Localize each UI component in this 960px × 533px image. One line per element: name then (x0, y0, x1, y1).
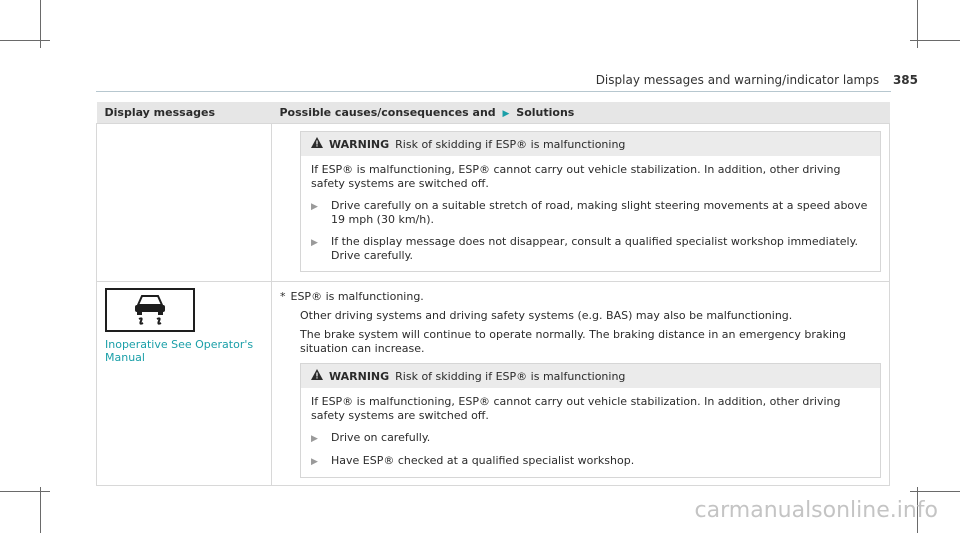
warning-body (301, 156, 880, 271)
warning-label: WARNING (329, 369, 390, 383)
list-item (311, 431, 870, 446)
warning-label: WARNING (329, 137, 390, 151)
footnote-star: * (280, 290, 286, 303)
warning-header (301, 364, 880, 388)
display-message-text[interactable]: Inoperative See Operator's Manual (105, 338, 254, 364)
list-item (311, 199, 870, 227)
table-row (97, 124, 890, 282)
step-text: Drive carefully on a suitable stretch of road, making slight steering movements at a speed above 19 mph (30 km/h). (331, 199, 868, 226)
warning-body (301, 388, 880, 477)
solutions-arrow-icon: ▶ (502, 109, 510, 119)
warning-triangle-icon (311, 369, 323, 383)
col-header-display-messages: Display messages (97, 102, 272, 124)
warning-box (300, 363, 881, 478)
consequence-2: The brake system will continue to operate normally. The braking distance in an emergency braking situation can increase. (300, 328, 846, 355)
crop-mark (910, 40, 960, 41)
crop-mark (910, 491, 960, 492)
warning-box (300, 131, 881, 272)
table-header-row (97, 102, 890, 124)
warning-description: If ESP® is malfunctioning, ESP® cannot carry out vehicle stabilization. In addition, other driving safety systems are switched off. (311, 163, 841, 190)
running-header (596, 73, 918, 87)
warning-header (301, 132, 880, 156)
table-row (97, 282, 890, 486)
warning-text: Risk of skidding if ESP® is malfunctioning (395, 137, 626, 151)
crop-mark (40, 487, 41, 533)
list-item (311, 235, 870, 263)
page-number: 385 (892, 73, 918, 87)
list-item (311, 454, 870, 469)
step-text: Drive on carefully. (331, 431, 431, 444)
watermark: carmanualsonline.info (694, 498, 938, 523)
section-title: Display messages and warning/indicator lamps (595, 73, 880, 87)
step-text: If the display message does not disappear, consult a qualified specialist workshop immediately. Drive carefully. (331, 235, 859, 262)
warning-triangle-icon (311, 137, 323, 151)
consequence-1: Other driving systems and driving safety systems (e.g. BAS) may also be malfunctioning. (300, 309, 793, 322)
warning-text: Risk of skidding if ESP® is malfunctioning (395, 369, 626, 383)
header-rule (96, 91, 891, 92)
step-text: Have ESP® checked at a qualified specialist workshop. (331, 454, 635, 467)
cause-line: * ESP® is malfunctioning. (280, 290, 424, 303)
step-arrow-icon: ▶ (311, 457, 318, 467)
crop-mark (0, 491, 50, 492)
row2-solutions-cell (272, 282, 890, 486)
col-header-causes: Possible causes/consequences and ▶ Solutions (272, 102, 890, 124)
esp-off-car-icon (105, 288, 195, 332)
crop-mark (0, 40, 50, 41)
row1-message-cell (97, 124, 272, 282)
row1-solutions-cell (272, 124, 890, 282)
warning-description: If ESP® is malfunctioning, ESP® cannot carry out vehicle stabilization. In addition, other driving safety systems are switched off. (311, 395, 841, 422)
row2-message-cell (97, 282, 272, 486)
step-arrow-icon: ▶ (311, 434, 318, 444)
display-messages-table (96, 102, 890, 486)
step-arrow-icon: ▶ (311, 202, 318, 212)
step-arrow-icon: ▶ (311, 238, 318, 248)
